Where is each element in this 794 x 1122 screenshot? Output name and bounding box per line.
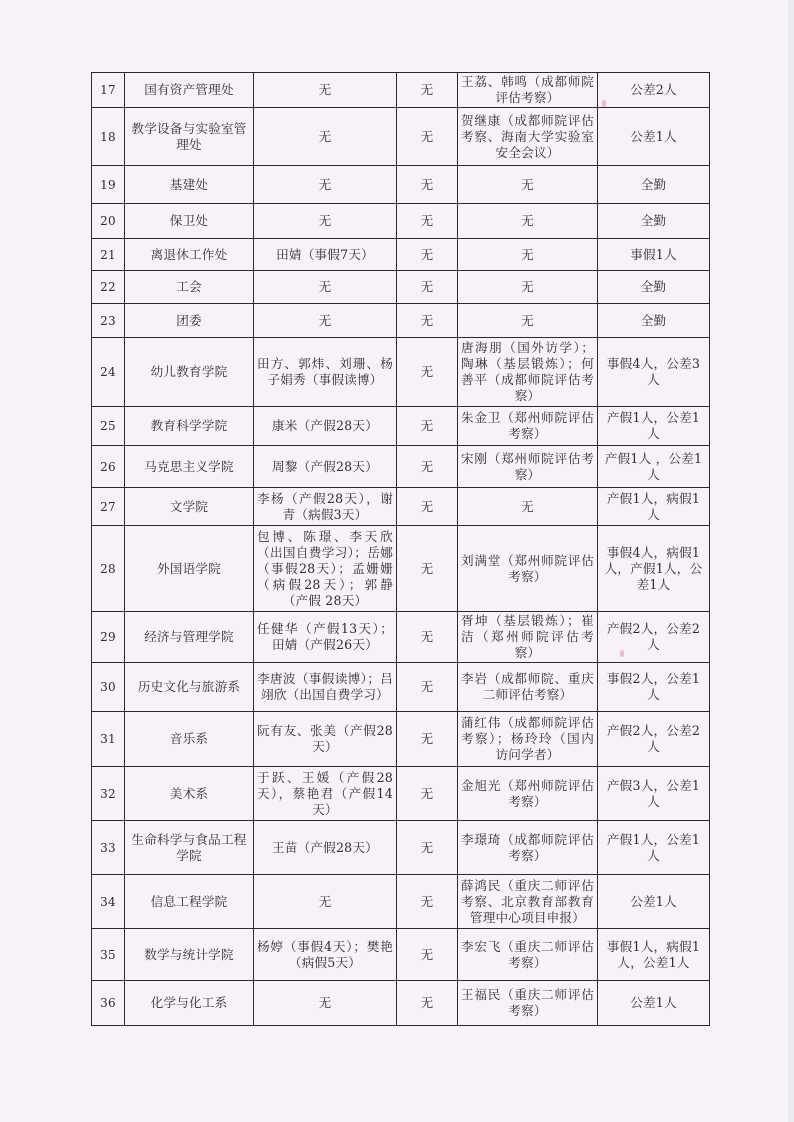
leave-details: 任健华（产假13天）；田婧（产假26天） [254,612,397,663]
attendance-summary: 产假2人，公差2人 [598,612,710,663]
attendance-summary: 产假1人 ，公差1人 [598,446,710,488]
absence-details: 无 [397,981,458,1026]
table-row [92,407,710,446]
business-trip-details: 李璟琦（成都师院评估考察） [458,821,598,875]
absence-details: 无 [397,73,458,108]
absence-details: 无 [397,929,458,981]
unit-name: 数学与统计学院 [125,929,254,981]
unit-name: 教育科学学院 [125,407,254,446]
absence-details: 无 [397,612,458,663]
absence-details: 无 [397,526,458,612]
business-trip-details: 王荔、韩鸣（成都师院评估考察） [458,73,598,108]
business-trip-details: 胥坤（基层锻炼）；崔洁（郑州师院评估考察） [458,612,598,663]
absence-details: 无 [397,663,458,712]
unit-name: 历史文化与旅游系 [125,663,254,712]
attendance-summary: 公差2人 [598,73,710,108]
attendance-summary: 事假1人 [598,239,710,271]
row-number: 30 [92,663,125,712]
absence-details: 无 [397,407,458,446]
absence-details: 无 [397,446,458,488]
table-row [92,929,710,981]
table-row [92,108,710,166]
table-row [92,712,710,767]
table-row [92,304,710,338]
leave-details: 无 [254,166,397,204]
leave-details: 周黎（产假28天） [254,446,397,488]
leave-details: 无 [254,271,397,304]
business-trip-details: 无 [458,166,598,204]
absence-details: 无 [397,166,458,204]
attendance-summary: 事假2人，公差1人 [598,663,710,712]
leave-details: 包博、陈璟、李天欣（出国自费学习）；岳娜（事假28天）；孟姗姗（病假28天）；郭静（产假 28天） [254,526,397,612]
table-row [92,271,710,304]
table-row [92,767,710,821]
unit-name: 经济与管理学院 [125,612,254,663]
leave-details: 王苗（产假28天） [254,821,397,875]
table-row [92,663,710,712]
absence-details: 无 [397,767,458,821]
unit-name: 文学院 [125,488,254,526]
unit-name: 外国语学院 [125,526,254,612]
stamp-mark [602,100,606,107]
unit-name: 幼儿教育学院 [125,338,254,407]
row-number: 19 [92,166,125,204]
row-number: 22 [92,271,125,304]
stamp-mark [620,650,624,657]
row-number: 27 [92,488,125,526]
row-number: 20 [92,204,125,239]
row-number: 29 [92,612,125,663]
unit-name: 基建处 [125,166,254,204]
business-trip-details: 蒲红伟（成都师院评估考察）；杨玲玲（国内访问学者） [458,712,598,767]
unit-name: 音乐系 [125,712,254,767]
business-trip-details: 唐海朋（国外访学）；陶琳（基层锻炼）；何善平（成都师院评估考察） [458,338,598,407]
row-number: 24 [92,338,125,407]
attendance-summary: 事假4人，公差3人 [598,338,710,407]
leave-details: 无 [254,108,397,166]
absence-details: 无 [397,821,458,875]
table-row [92,612,710,663]
leave-details: 康米（产假28天） [254,407,397,446]
row-number: 32 [92,767,125,821]
table-row [92,875,710,929]
attendance-summary: 事假4人，病假1人，产假1人，公差1人 [598,526,710,612]
unit-name: 国有资产管理处 [125,73,254,108]
row-number: 25 [92,407,125,446]
unit-name: 保卫处 [125,204,254,239]
row-number: 31 [92,712,125,767]
row-number: 36 [92,981,125,1026]
business-trip-details: 宋刚（郑州师院评估考察） [458,446,598,488]
table-row [92,981,710,1026]
leave-details: 无 [254,304,397,338]
table-row [92,239,710,271]
leave-details: 李杨（产假28天），谢青（病假3天） [254,488,397,526]
table-row [92,338,710,407]
row-number: 35 [92,929,125,981]
attendance-summary: 全勤 [598,271,710,304]
unit-name: 化学与化工系 [125,981,254,1026]
attendance-table-body [92,73,710,1026]
business-trip-details: 刘满堂（郑州师院评估考察） [458,526,598,612]
absence-details: 无 [397,271,458,304]
row-number: 33 [92,821,125,875]
business-trip-details: 无 [458,204,598,239]
unit-name: 马克思主义学院 [125,446,254,488]
attendance-summary: 事假1人，病假1人，公差1人 [598,929,710,981]
table-row [92,526,710,612]
absence-details: 无 [397,239,458,271]
absence-details: 无 [397,488,458,526]
attendance-summary: 产假3人，公差1人 [598,767,710,821]
attendance-summary: 产假1人，公差1人 [598,407,710,446]
attendance-summary: 公差1人 [598,108,710,166]
table-row [92,166,710,204]
leave-details: 无 [254,204,397,239]
absence-details: 无 [397,338,458,407]
page-edge-shadow [788,0,794,1122]
table-row [92,821,710,875]
attendance-table-container [91,72,709,1026]
leave-details: 无 [254,981,397,1026]
row-number: 34 [92,875,125,929]
business-trip-details: 李岩（成都师院、重庆二师评估考察） [458,663,598,712]
unit-name: 美术系 [125,767,254,821]
unit-name: 信息工程学院 [125,875,254,929]
leave-details: 李唐波（事假读博）；吕翊欣（出国自费学习） [254,663,397,712]
table-row [92,204,710,239]
attendance-table [91,72,710,1026]
leave-details: 无 [254,73,397,108]
leave-details: 杨婷（事假4天）；樊艳（病假5天） [254,929,397,981]
unit-name: 离退休工作处 [125,239,254,271]
unit-name: 团委 [125,304,254,338]
business-trip-details: 王福民（重庆二师评估考察） [458,981,598,1026]
attendance-summary: 公差1人 [598,981,710,1026]
business-trip-details: 薛鸿民（重庆二师评估考察、北京教育部教育管理中心项目申报） [458,875,598,929]
attendance-summary: 全勤 [598,304,710,338]
leave-details: 阮有友、张美（产假28天） [254,712,397,767]
row-number: 17 [92,73,125,108]
leave-details: 田方、郭炜、刘珊、杨子娟秀（事假读博） [254,338,397,407]
business-trip-details: 无 [458,488,598,526]
attendance-summary: 全勤 [598,166,710,204]
row-number: 23 [92,304,125,338]
business-trip-details: 李宏飞（重庆二师评估考察） [458,929,598,981]
absence-details: 无 [397,875,458,929]
leave-details: 无 [254,875,397,929]
attendance-summary: 产假1人，病假1人 [598,488,710,526]
row-number: 21 [92,239,125,271]
business-trip-details: 朱金卫（郑州师院评估考察） [458,407,598,446]
row-number: 28 [92,526,125,612]
attendance-summary: 产假1人，公差1人 [598,821,710,875]
leave-details: 于跃、王媛（产假28天），蔡艳君（产假14天） [254,767,397,821]
unit-name: 生命科学与食品工程学院 [125,821,254,875]
row-number: 26 [92,446,125,488]
absence-details: 无 [397,712,458,767]
absence-details: 无 [397,204,458,239]
leave-details: 田婧（事假7天） [254,239,397,271]
business-trip-details: 金旭光（郑州师院评估考察） [458,767,598,821]
business-trip-details: 无 [458,304,598,338]
attendance-summary: 产假2人，公差2人 [598,712,710,767]
attendance-summary: 公差1人 [598,875,710,929]
unit-name: 工会 [125,271,254,304]
business-trip-details: 无 [458,239,598,271]
table-row [92,446,710,488]
absence-details: 无 [397,304,458,338]
table-row [92,73,710,108]
unit-name: 教学设备与实验室管理处 [125,108,254,166]
business-trip-details: 贺继康（成都师院评估考察、海南大学实验室安全会议） [458,108,598,166]
row-number: 18 [92,108,125,166]
absence-details: 无 [397,108,458,166]
table-row [92,488,710,526]
business-trip-details: 无 [458,271,598,304]
attendance-summary: 全勤 [598,204,710,239]
